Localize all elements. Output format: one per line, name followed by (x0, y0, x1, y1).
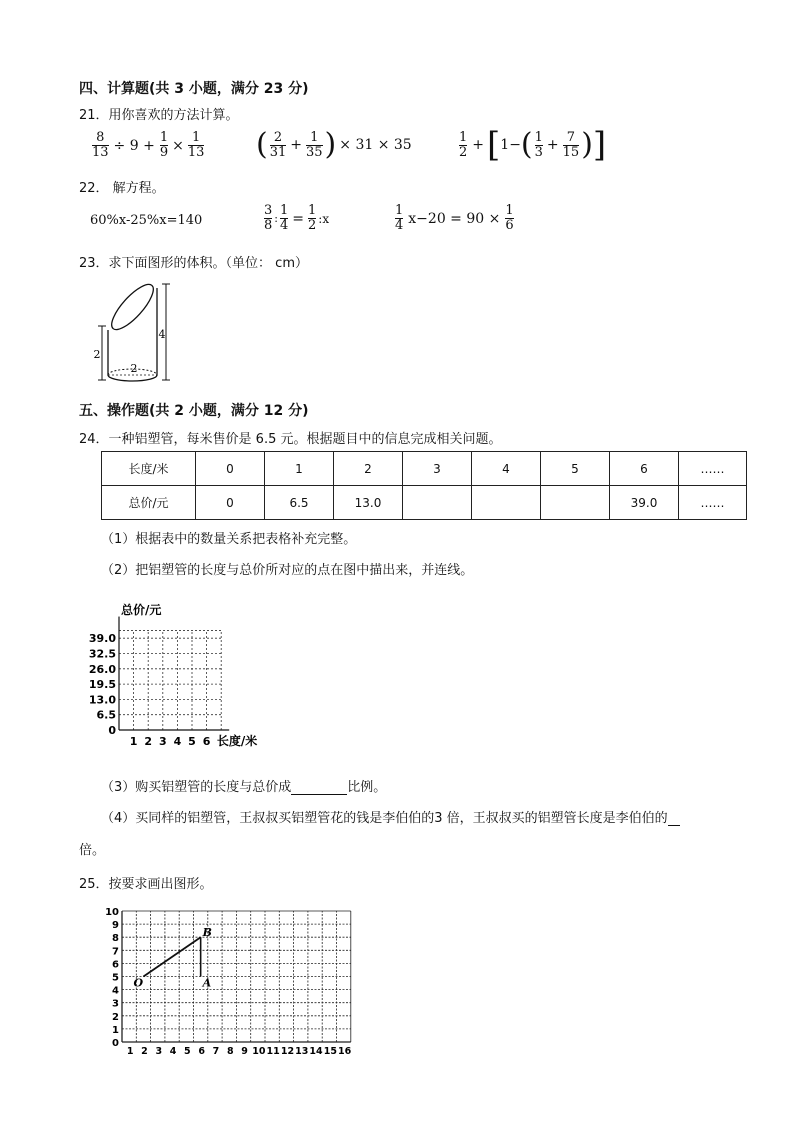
dim-right-label: 4 (158, 328, 166, 341)
q23-label: 23．求下面图形的体积。（单位： cm） (79, 256, 308, 271)
grid-x-label: 1 (126, 1046, 134, 1057)
y-tick-label: 32.5 (88, 647, 116, 661)
y-tick-label: 6.5 (96, 708, 116, 722)
table-cell: 总价/元 (102, 486, 196, 520)
dim-left-label: 2 (94, 348, 101, 361)
table-cell: 长度/米 (102, 452, 196, 486)
table-cell: 6 (610, 452, 679, 486)
q24-sub3 (101, 776, 386, 795)
y-axis-title: 总价/元 (121, 603, 162, 617)
fraction: $\frac{1}{6}$ (505, 203, 514, 233)
q24-sub4-text: （4）买同样的铝塑管，王叔叔买铝塑管花的钱是李伯伯的3 倍，王叔叔买的铝塑管长度是李伯伯的 (101, 811, 668, 826)
table-cell: 5 (541, 452, 610, 486)
x-tick-label: 4 (173, 735, 182, 748)
table-cell: 0 (196, 486, 265, 520)
dim-base-label: 2 (130, 362, 138, 375)
q24-sub3-text-b: 比例。 (347, 780, 387, 795)
grid-y-label: 4 (112, 985, 119, 997)
q24-sub3-text-a: （3）购买铝塑管的长度与总价成 (101, 780, 292, 795)
grid-y-label: 7 (112, 946, 119, 958)
grid-x-label: 2 (141, 1046, 148, 1057)
fraction: $\frac{1}{4}$ (280, 203, 289, 233)
table-cell: 39.0 (610, 486, 679, 520)
price-chart[interactable] (85, 600, 265, 752)
x-tick-label: 3 (158, 735, 167, 748)
segment-ob (143, 937, 200, 976)
table-cell: 6.5 (265, 486, 334, 520)
y-tick-label: 13.0 (88, 693, 116, 707)
y-tick-label: 39.0 (88, 632, 116, 646)
grid-y-label: 8 (112, 933, 119, 945)
grid-x-label: 15 (323, 1046, 337, 1057)
q21-expr3: $\frac{1}{2}$ + [ 1− ( $\frac{1}{3}$ + $\frac{7}{15}$ ) ] (459, 125, 607, 165)
q24-label: 24．一种铝塑管，每米售价是 6.5 元。根据题目中的信息完成相关问题。 (79, 432, 502, 447)
fraction: $\frac{8}{13}$ (92, 130, 109, 160)
q21-label: 21．用你喜欢的方法计算。 (79, 108, 239, 123)
q24-sub1: （1）根据表中的数量关系把表格补充完整。 (101, 532, 357, 547)
y-tick-label: 0 (108, 724, 116, 737)
grid-x-label: 6 (198, 1046, 205, 1057)
grid-x-label: 4 (169, 1046, 177, 1057)
y-tick-label: 19.5 (88, 678, 116, 692)
table-row (102, 452, 747, 486)
point-b-label: B (202, 926, 212, 940)
fraction: $\frac{1}{4}$ (395, 203, 404, 233)
answer-blank[interactable] (668, 825, 680, 826)
price-table (101, 451, 747, 520)
coordinate-grid[interactable] (104, 900, 356, 1062)
point-a-label: A (202, 976, 212, 990)
grid-x-label: 3 (155, 1046, 163, 1057)
x-tick-label: 1 (129, 735, 138, 748)
table-cell-blank[interactable] (541, 486, 610, 520)
fraction: $\frac{1}{3}$ (534, 129, 543, 160)
point-o-label: O (133, 976, 144, 990)
fraction: $\frac{2}{31}$ (269, 129, 287, 160)
fraction: $\frac{1}{35}$ (306, 129, 323, 160)
fraction: $\frac{7}{15}$ (562, 129, 580, 160)
table-cell: 2 (334, 452, 403, 486)
grid-x-label: 10 (252, 1046, 266, 1057)
section4-title: 四、计算题(共 3 小题，满分 23 分) (79, 81, 309, 97)
grid-x-label: 8 (226, 1046, 234, 1057)
q22-label: 22． 解方程。 (79, 181, 165, 196)
grid-x-label: 12 (280, 1046, 295, 1057)
fraction: $\frac{3}{8}$ (264, 203, 273, 233)
grid-x-label: 11 (266, 1046, 280, 1057)
grid-y-label: 2 (112, 1011, 119, 1023)
answer-blank[interactable] (291, 794, 347, 795)
grid-x-label: 9 (241, 1046, 248, 1057)
table-cell-blank[interactable] (403, 486, 472, 520)
table-cell: 4 (472, 452, 541, 486)
fraction: $\frac{1}{13}$ (187, 130, 205, 160)
grid-x-label: 5 (184, 1046, 191, 1057)
grid-y-label: 5 (112, 972, 119, 984)
table-row (102, 486, 747, 520)
table-cell: …… (679, 486, 747, 520)
q21-expr1: $\frac{8}{13}$ ÷ 9 + $\frac{1}{9}$ × $\frac{1}{13}$ (92, 130, 205, 160)
q22-eq3: $\frac{1}{4}$ x−20 = 90 × $\frac{1}{6}$ (395, 203, 514, 233)
grid-y-label: 3 (112, 998, 119, 1010)
grid-y-label: 0 (112, 1038, 119, 1049)
fraction: $\frac{1}{9}$ (159, 130, 169, 160)
grid-x-label: 14 (309, 1046, 323, 1057)
q24-sub4 (101, 807, 680, 826)
cut-cylinder-figure (94, 278, 186, 386)
grid-y-label: 10 (105, 907, 119, 918)
x-tick-label: 2 (144, 735, 153, 748)
fraction: $\frac{1}{2}$ (459, 129, 468, 160)
grid-x-label: 7 (212, 1046, 220, 1057)
q22-eq1: 60%x-25%x=140 (90, 213, 203, 228)
q21-expr2: ( $\frac{2}{31}$ + $\frac{1}{35}$ ) × 31 × 35 (256, 127, 412, 162)
grid-x-label: 16 (338, 1046, 352, 1057)
q24-sub2: （2）把铝塑管的长度与总价所对应的点在图中描出来，并连线。 (101, 563, 474, 578)
section5-title: 五、操作题(共 2 小题，满分 12 分) (79, 403, 309, 419)
table-cell: …… (679, 452, 747, 486)
grid-y-label: 9 (112, 920, 119, 932)
table-cell-blank[interactable] (472, 486, 541, 520)
x-tick-label: 5 (188, 735, 196, 748)
x-tick-label: 6 (202, 735, 211, 748)
q24-sub4-end: 倍。 (79, 843, 106, 858)
table-cell: 1 (265, 452, 334, 486)
table-cell: 3 (403, 452, 472, 486)
table-cell: 0 (196, 452, 265, 486)
grid-y-label: 6 (112, 959, 119, 971)
q25-label: 25．按要求画出图形。 (79, 877, 213, 892)
q22-eq2: $\frac{3}{8}$ : $\frac{1}{4}$ = $\frac{1}{2}$ :x (264, 203, 330, 233)
table-cell: 13.0 (334, 486, 403, 520)
grid-x-label: 13 (295, 1046, 309, 1057)
fraction: $\frac{1}{2}$ (308, 203, 317, 233)
x-axis-title: 长度/米 (216, 734, 258, 748)
grid-y-label: 1 (112, 1024, 119, 1036)
y-tick-label: 26.0 (88, 662, 116, 676)
